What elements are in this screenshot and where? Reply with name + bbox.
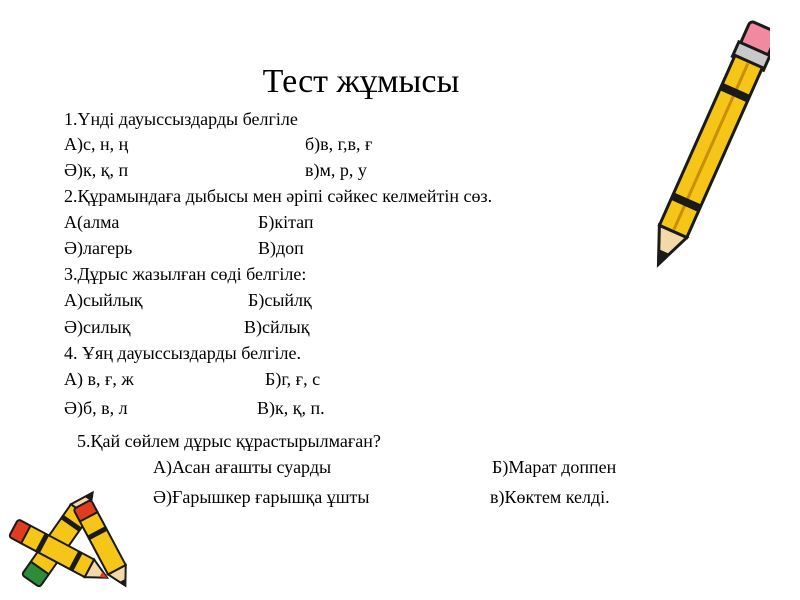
question-1-text: 1.Үнді дауыссыздарды белгіле xyxy=(64,109,298,129)
question-4-text: 4. Ұяң дауыссыздарды белгіле. xyxy=(64,343,302,363)
question-2-option-c: Ә)лагерь xyxy=(64,238,133,258)
question-5-text: 5.Қай сөйлем дұрыс құрастырылмаған? xyxy=(77,431,381,451)
question-2-text: 2.Құрамындаға дыбысы мен әріпі сәйкес келмейтін сөз. xyxy=(64,186,493,206)
question-4-option-a: А) в, ғ, ж xyxy=(64,369,134,389)
question-3-option-b: Б)сыйлқ xyxy=(248,290,312,310)
slide-title: Тест жұмысы xyxy=(262,63,460,100)
question-4-option-d: В)к, қ, п. xyxy=(257,398,325,418)
question-1-option-b: б)в, г,в, ғ xyxy=(305,134,373,154)
question-2-option-b: Б)кітап xyxy=(258,212,314,232)
question-3-option-c: Ә)силық xyxy=(64,317,131,337)
pencil-icon xyxy=(600,0,770,310)
question-2-option-d: В)доп xyxy=(258,238,304,258)
question-4-option-b: Б)г, ғ, с xyxy=(265,369,321,389)
question-5-option-b: Б)Марат доппен xyxy=(492,457,617,477)
question-1-option-a: А)с, н, ң xyxy=(64,134,129,154)
question-4-option-c: Ә)б, в, л xyxy=(64,398,128,418)
question-3-option-a: А)сыйлық xyxy=(64,290,143,310)
question-5-option-a: А)Асан ағашты суарды xyxy=(153,457,332,477)
question-5-option-d: в)Көктем келді. xyxy=(490,487,610,507)
question-2-option-a: А(алма xyxy=(64,212,120,232)
pencils-icon xyxy=(0,478,150,600)
question-1-option-c: Ә)к, қ, п xyxy=(64,160,129,180)
question-5-option-c: Ә)Ғарышкер ғарышқа ұшты xyxy=(153,487,370,507)
question-3-text: 3.Дұрыс жазылған сөді белгіле: xyxy=(64,264,307,284)
question-1-option-d: в)м, р, у xyxy=(305,160,367,180)
question-3-option-d: В)сйлық xyxy=(244,317,310,337)
